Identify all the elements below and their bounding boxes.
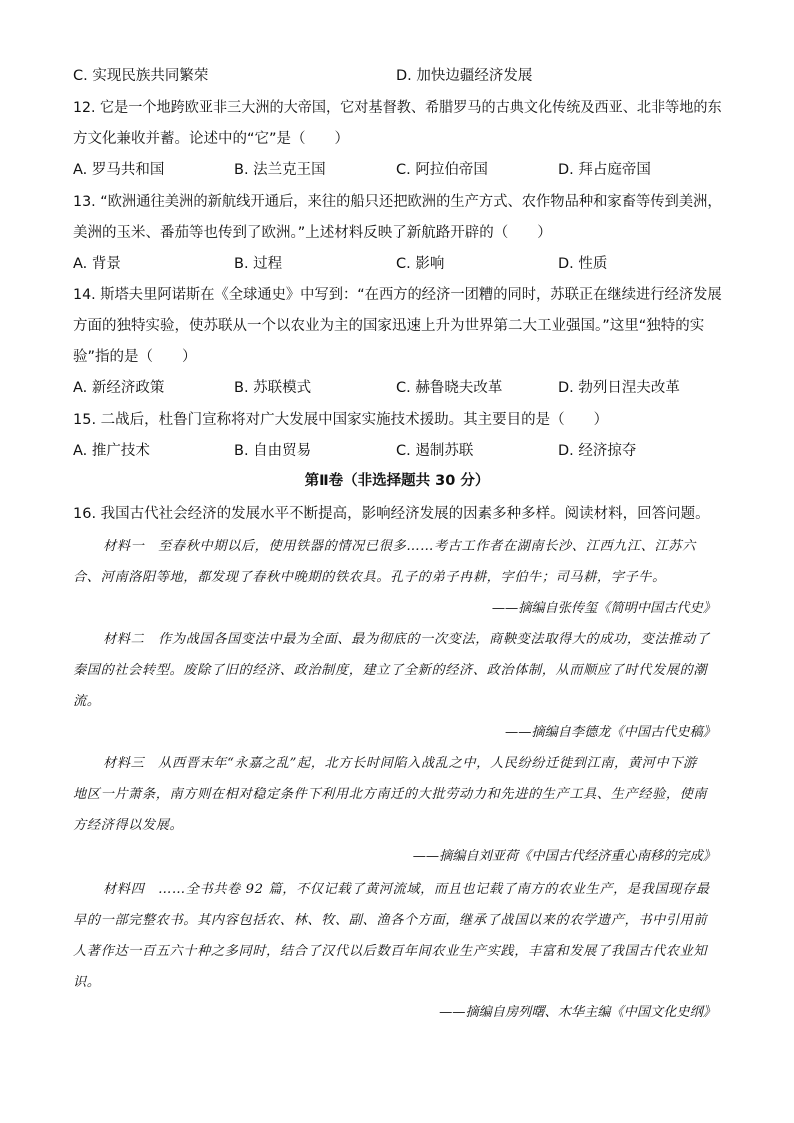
material-3-source: ——摘编自刘亚荷《中国古代经济重心南移的完成》 — [412, 849, 716, 864]
q14-option-a: A. 新经济政策 — [73, 380, 165, 396]
material-1-line-2: 合、河南洛阳等地，都发现了春秋中晚期的铁农具。孔子的弟子冉耕，字伯牛；司马耕，字子牛。 — [73, 570, 666, 585]
material-4-line-3: 人著作达一百五六十种之多同时，结合了汉代以后数百年间农业生产实践，丰富和发展了我国古代农业知 — [73, 944, 708, 959]
q12-option-d: D. 拜占庭帝国 — [558, 162, 651, 178]
material-2-line-2: 秦国的社会转型。废除了旧的经济、政治制度，建立了全新的经济、政治体制，从而顺应了时代发展的潮 — [73, 663, 708, 678]
q16-stem: 16. 我国古代社会经济的发展水平不断提高，影响经济发展的因素多种多样。阅读材料，回答问题。 — [73, 506, 710, 522]
q13-option-d: D. 性质 — [558, 256, 608, 272]
material-2-line-1: 材料二 作为战国各国变法中最为全面、最为彻底的一次变法，商鞅变法取得大的成功，变法推动了 — [103, 632, 710, 647]
q15-option-c: C. 遏制苏联 — [396, 443, 474, 459]
material-1-line-1: 材料一 至春秋中期以后，使用铁器的情况已很多……考古工作者在湖南长沙、江西九江、江苏六 — [103, 539, 696, 554]
q14-option-d: D. 勃列日涅夫改革 — [558, 380, 680, 396]
q13-stem-line-2: 美洲的玉米、番茄等也传到了欧洲。”上述材料反映了新航路开辟的（ ） — [73, 225, 552, 241]
material-4-source: ——摘编自房列曙、木华主编《中国文化史纲》 — [439, 1005, 716, 1020]
q12-stem-line-1: 12. 它是一个地跨欧亚非三大洲的大帝国，它对基督教、希腊罗马的古典文化传统及西亚、北非等地的东 — [73, 100, 722, 116]
q12-option-b: B. 法兰克王国 — [234, 162, 326, 178]
material-4-line-4: 识。 — [73, 975, 101, 990]
q13-option-b: B. 过程 — [234, 256, 283, 272]
material-1-source: ——摘编自张传玺《简明中国古代史》 — [491, 601, 716, 616]
q13-option-c: C. 影响 — [396, 256, 445, 272]
q15-stem-line-1: 15. 二战后，杜鲁门宣称将对广大发展中国家实施技术援助。其主要目的是（ ） — [73, 412, 609, 428]
q12-stem-line-2: 方文化兼收并蓄。论述中的“它”是（ ） — [73, 131, 350, 147]
material-4-line-1: 材料四 ……全书共卷 92 篇，不仅记载了黄河流域，而且也记载了南方的农业生产，是我国现存最 — [103, 882, 710, 897]
material-3-line-2: 地区一片萧条，南方则在相对稳定条件下利用北方南迁的大批劳动力和先进的生产工具、生产经验，使南 — [73, 787, 708, 802]
material-3-line-1: 材料三 从西晋末年“永嘉之乱”起，北方长时间陷入战乱之中，人民纷纷迁徙到江南，黄河中下游 — [103, 756, 697, 771]
material-2-source: ——摘编自李德龙《中国古代史稿》 — [505, 725, 716, 740]
q13-stem-line-1: 13. “欧洲通往美洲的新航线开通后，来往的船只还把欧洲的生产方式、农作物品种和家畜等传到美洲， — [73, 194, 722, 210]
q15-option-d: D. 经济掠夺 — [558, 443, 637, 459]
q11-option-c: C. 实现民族共同繁荣 — [73, 68, 209, 84]
q14-stem-line-3: 验”指的是（ ） — [73, 349, 197, 365]
material-4-line-2: 早的一部完整农书。其内容包括农、林、牧、副、渔各个方面，继承了战国以来的农学遗产，书中引用前 — [73, 913, 708, 928]
section-title: 第Ⅱ卷（非选择题共 30 分） — [304, 473, 490, 489]
q14-option-c: C. 赫鲁晓夫改革 — [396, 380, 503, 396]
material-3-line-3: 方经济得以发展。 — [73, 818, 184, 833]
q13-option-a: A. 背景 — [73, 256, 121, 272]
q14-option-b: B. 苏联模式 — [234, 380, 312, 396]
q12-option-a: A. 罗马共和国 — [73, 162, 165, 178]
q15-option-b: B. 自由贸易 — [234, 443, 312, 459]
q11-option-d: D. 加快边疆经济发展 — [396, 68, 533, 84]
q15-option-a: A. 推广技术 — [73, 443, 150, 459]
q14-stem-line-1: 14. 斯塔夫里阿诺斯在《全球通史》中写到：“在西方的经济一团糟的同时，苏联正在继续进行经济发展 — [73, 287, 722, 303]
q12-option-c: C. 阿拉伯帝国 — [396, 162, 488, 178]
material-2-line-3: 流。 — [73, 694, 101, 709]
q14-stem-line-2: 方面的独特实验，使苏联从一个以农业为主的国家迅速上升为世界第二大工业强国。”这里“独特的实 — [73, 318, 705, 334]
